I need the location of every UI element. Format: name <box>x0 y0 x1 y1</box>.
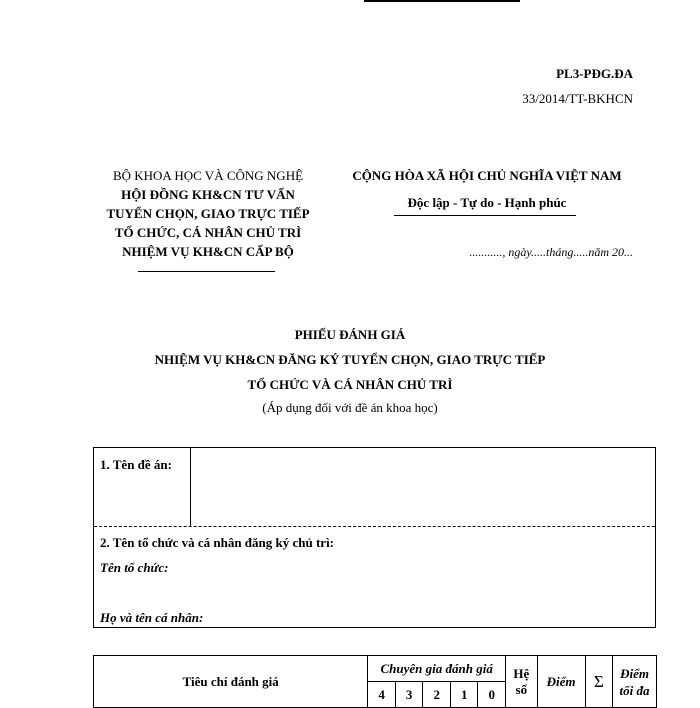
motto-underline <box>394 215 576 216</box>
coefficient-header: Hệ số <box>506 656 538 708</box>
date-line: ..........., ngày.....tháng.....năm 20... <box>469 245 633 259</box>
title-line-1: PHIẾU ĐÁNH GIÁ <box>294 327 406 342</box>
score-1-header: 1 <box>450 682 478 708</box>
council-name-line-1: HỘI ĐỒNG KH&CN TƯ VẤN <box>121 187 295 202</box>
top-rule <box>364 0 520 2</box>
criteria-table <box>93 655 657 708</box>
max-score-header: Điểm tối đa <box>613 656 657 708</box>
title-line-2: NHIỆM VỤ KH&CN ĐĂNG KÝ TUYỂN CHỌN, GIAO TRỰC TIẾP <box>154 352 546 367</box>
info-box-dashed-separator <box>94 526 655 527</box>
ministry-name: BỘ KHOA HỌC VÀ CÔNG NGHỆ <box>112 168 304 183</box>
issuing-authority <box>92 166 324 261</box>
form-code: PL3-PĐG.ĐA <box>556 66 633 81</box>
national-header <box>334 166 640 212</box>
score-4-header: 4 <box>368 682 396 708</box>
nation-name: CỘNG HÒA XÃ HỘI CHỦ NGHĨA VIỆT NAM <box>352 168 622 183</box>
info-box-divider <box>190 448 191 526</box>
score-0-header: 0 <box>478 682 506 708</box>
council-name-line-2: TUYỂN CHỌN, GIAO TRỰC TIẾP <box>106 206 310 221</box>
national-motto: Độc lập - Tự do - Hạnh phúc <box>407 195 567 210</box>
authority-underline <box>138 271 275 272</box>
score-3-header: 3 <box>395 682 423 708</box>
info-box <box>93 447 656 628</box>
criteria-header: Tiêu chí đánh giá <box>94 656 368 708</box>
score-2-header: 2 <box>423 682 451 708</box>
title-subtitle: (Áp dụng đối với đề án khoa học) <box>262 400 438 415</box>
circular-reference: 33/2014/TT-BKHCN <box>522 91 633 106</box>
points-header: Điểm <box>537 656 585 708</box>
org-person-label: 2. Tên tổ chức và cá nhân đăng ký chủ trì: <box>100 535 335 550</box>
org-name-label: Tên tổ chức: <box>100 560 169 575</box>
sum-header: Σ <box>585 656 613 708</box>
document-title <box>0 322 700 419</box>
project-name-label: 1. Tên đề án: <box>100 457 172 472</box>
person-name-label: Họ và tên cá nhân: <box>100 610 204 625</box>
council-name-line-4: NHIỆM VỤ KH&CN CẤP BỘ <box>122 244 294 259</box>
expert-evaluation-header: Chuyên gia đánh giá <box>368 656 506 682</box>
council-name-line-3: TỔ CHỨC, CÁ NHÂN CHỦ TRÌ <box>114 225 302 240</box>
title-line-3: TỔ CHỨC VÀ CÁ NHÂN CHỦ TRÌ <box>247 377 453 392</box>
